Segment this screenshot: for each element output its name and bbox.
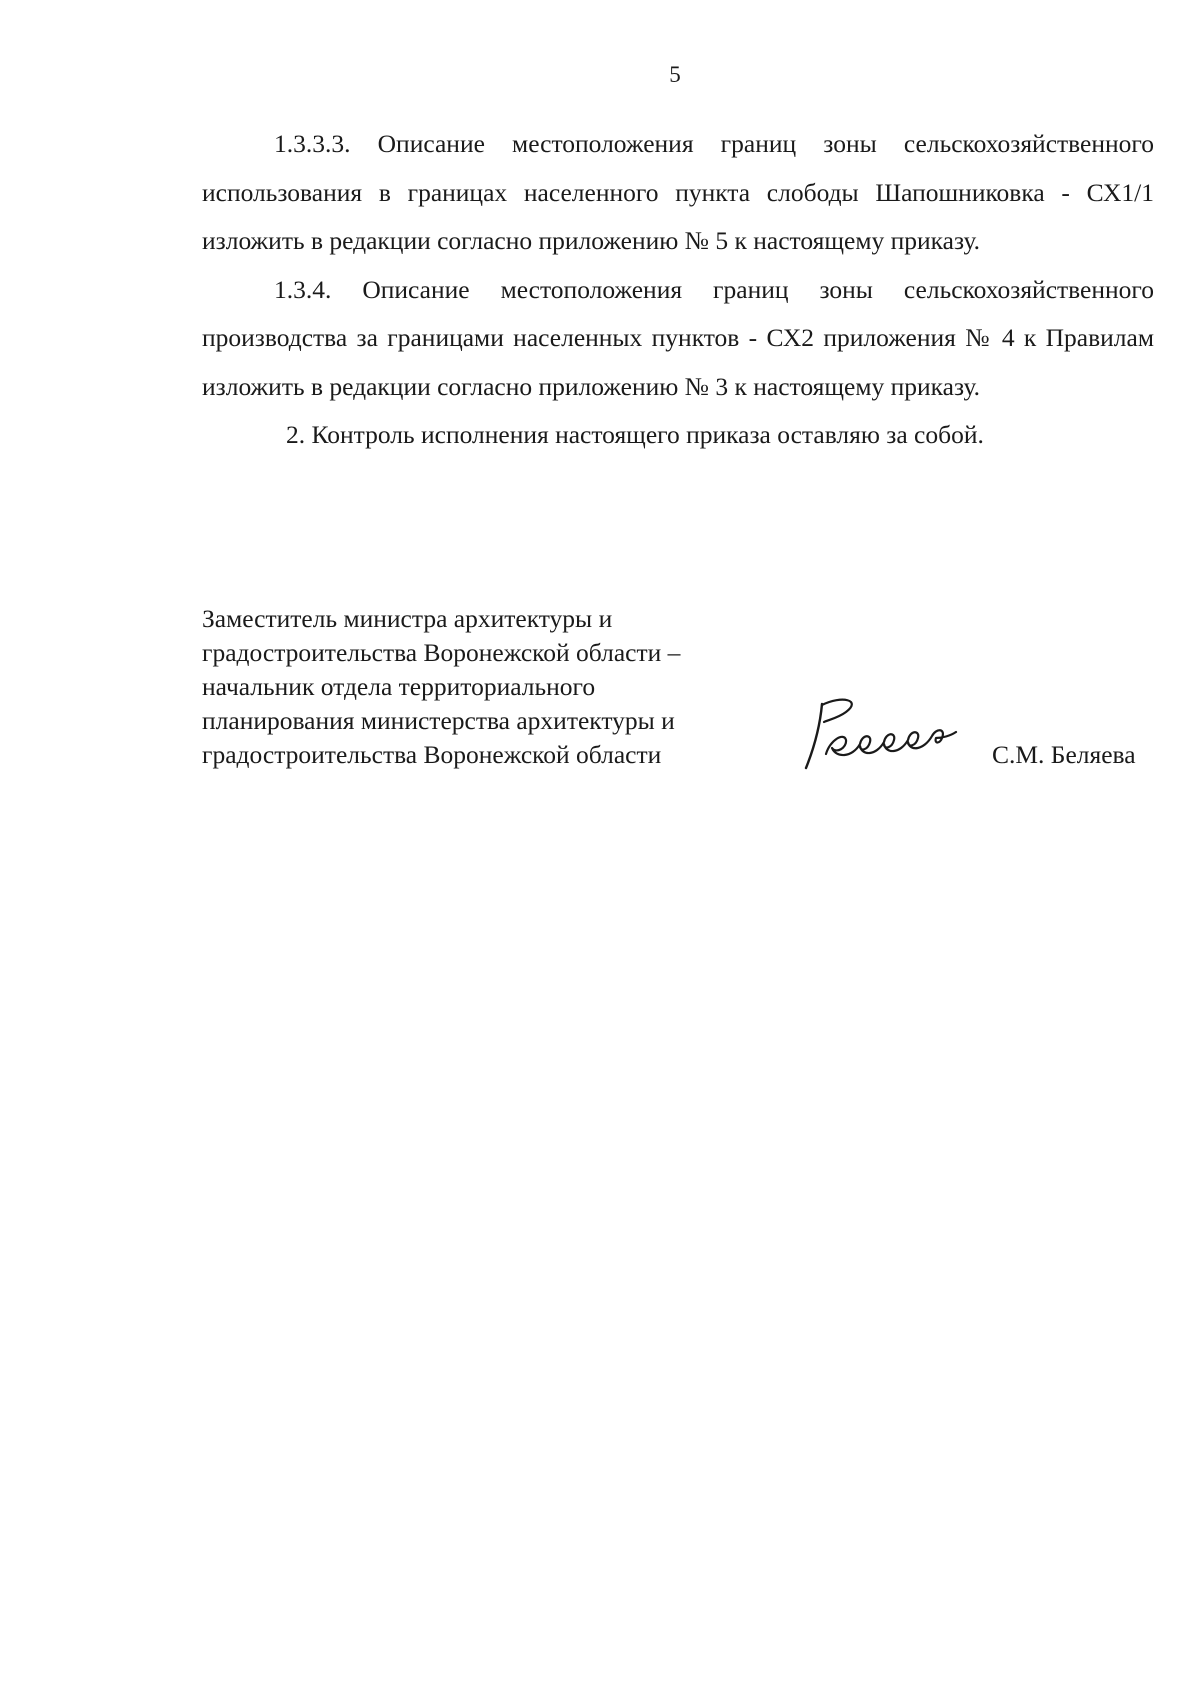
signer-position-line: градостроительства Воронежской области – <box>202 638 681 667</box>
signer-name: С.М. Беляева <box>992 740 1136 769</box>
paragraph-1-3-4: 1.3.4. Описание местоположения границ зоны сельскохозяйственного производства за границами населенных пунктов - СХ2 приложения № 4 к Правилам изложить в редакции согласно приложению № 3 к настоящему приказу. <box>202 274 1154 401</box>
paragraph-1-3-3-3: 1.3.3.3. Описание местоположения границ зоны сельскохозяйственного использования в границах населенного пункта слободы Шапошниковка - СХ1/1 изложить в редакции согласно приложению № 5 к настоящему приказу. <box>202 129 1154 255</box>
signer-position-line: планирования министерства архитектуры и <box>202 706 675 735</box>
signer-position-line: начальник отдела территориального <box>202 672 596 701</box>
signer-position-line: Заместитель министра архитектуры и <box>202 604 613 633</box>
signature-block <box>202 602 1162 782</box>
page-number: 5 <box>669 62 681 87</box>
document-body <box>202 120 1154 460</box>
handwritten-signature <box>800 696 966 770</box>
signer-position <box>202 602 762 772</box>
paragraph-2: 2. Контроль исполнения настоящего приказа оставляю за собой. <box>286 420 984 449</box>
signer-position-line: градостроительства Воронежской области <box>202 740 662 769</box>
